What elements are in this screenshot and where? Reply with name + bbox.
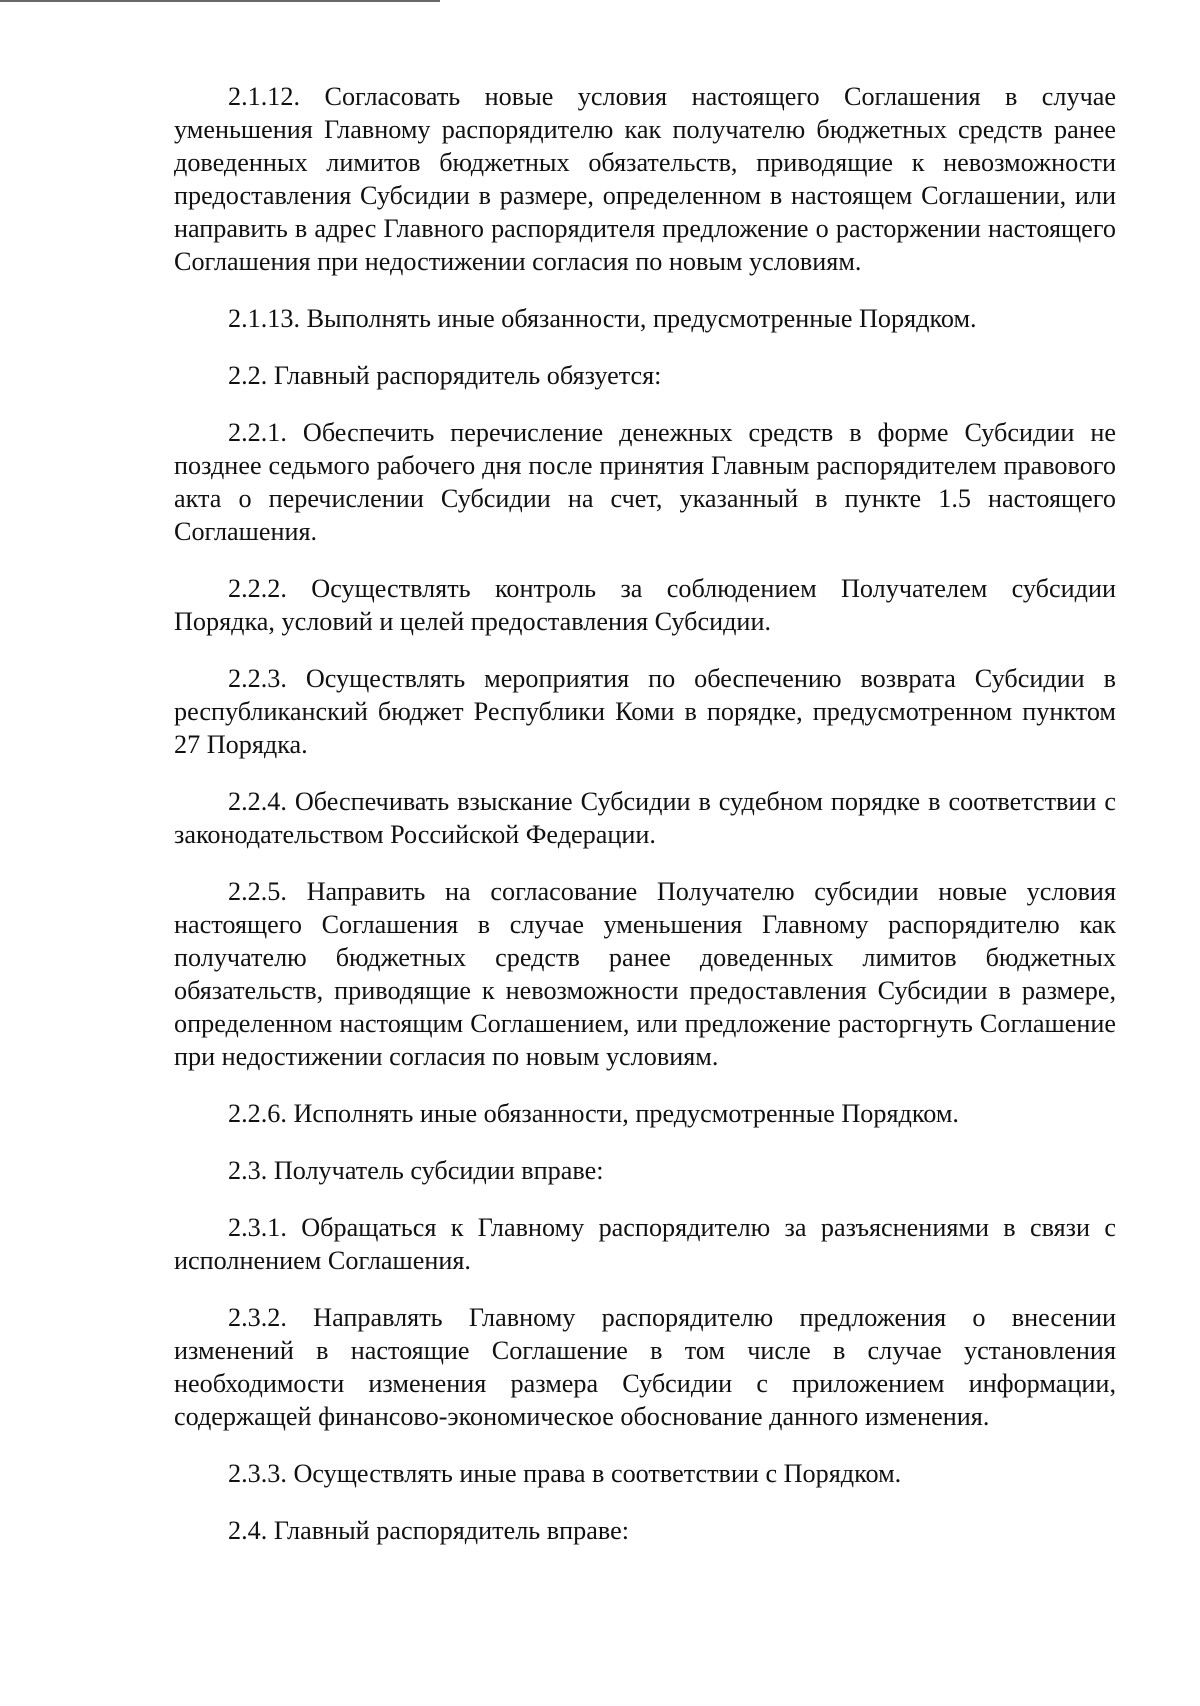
document-body <box>174 80 1116 1571</box>
paragraph-2-2: 2.2. Главный распорядитель обязуется: <box>228 361 662 390</box>
paragraph-2-2-4: 2.2.4. Обеспечивать взыскание Субсидии в судебном порядке в соответствии с законодательством Российской Федерации. <box>174 787 1116 849</box>
paragraph-2-3-3: 2.3.3. Осуществлять иные права в соответствии с Порядком. <box>228 1459 902 1488</box>
paragraph-2-1-12: 2.1.12. Согласовать новые условия настоящего Соглашения в случае уменьшения Главному распорядителю как получателю бюджетных средств ранее доведенных лимитов бюджетных обязательств, приводящие к невозможности предоставления Субсидии в размере, определенном в настоящем Соглашении, или направить в адрес Главного распорядителя предложение о расторжении настоящего Соглашения при недостижении согласия по новым условиям. <box>174 82 1116 276</box>
paragraph-2-2-5: 2.2.5. Направить на согласование Получателю субсидии новые условия настоящего Соглашения в случае уменьшения Главному распорядителю как получателю бюджетных средств ранее доведенных лимитов бюджетных обязательств, приводящие к невозможности предоставления Субсидии в размере, определенном настоящим Соглашением, или предложение расторгнуть Соглашение при недостижении согласия по новым условиям. <box>174 877 1116 1071</box>
paragraph-2-2-6: 2.2.6. Исполнять иные обязанности, предусмотренные Порядком. <box>228 1099 959 1128</box>
paragraph-2-2-3: 2.2.3. Осуществлять мероприятия по обеспечению возврата Субсидии в республиканский бюджет Республики Коми в порядке, предусмотренном пунктом 27 Порядка. <box>174 664 1116 759</box>
scan-edge-line <box>0 0 440 2</box>
paragraph-2-3: 2.3. Получатель субсидии вправе: <box>228 1156 604 1185</box>
paragraph-2-2-2: 2.2.2. Осуществлять контроль за соблюдением Получателем субсидии Порядка, условий и целей предоставления Субсидии. <box>174 574 1116 636</box>
paragraph-2-2-1: 2.2.1. Обеспечить перечисление денежных средств в форме Субсидии не позднее седьмого рабочего дня после принятия Главным распорядителем правового акта о перечислении Субсидии на счет, указанный в пункте 1.5 настоящего Соглашения. <box>174 418 1116 546</box>
paragraph-2-3-1: 2.3.1. Обращаться к Главному распорядителю за разъяснениями в связи с исполнением Соглашения. <box>174 1213 1116 1275</box>
paragraph-2-3-2: 2.3.2. Направлять Главному распорядителю предложения о внесении изменений в настоящие Соглашение в том числе в случае установления необходимости изменения размера Субсидии с приложением информации, содержащей финансово-экономическое обоснование данного изменения. <box>174 1303 1116 1431</box>
paragraph-2-4: 2.4. Главный распорядитель вправе: <box>228 1516 629 1545</box>
paragraph-2-1-13: 2.1.13. Выполнять иные обязанности, предусмотренные Порядком. <box>228 304 977 333</box>
